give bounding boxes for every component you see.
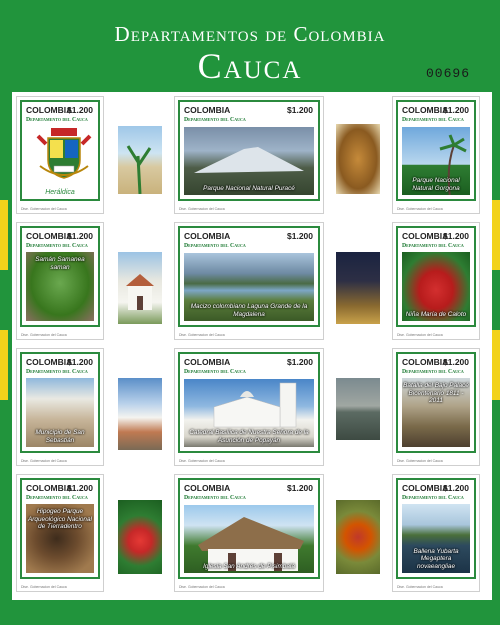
stamp-frame — [396, 226, 476, 327]
stamp-purace — [174, 96, 324, 214]
stamp-frame — [20, 352, 100, 453]
stamp-value: $1.200 — [287, 231, 313, 241]
stamp-department: Departamento del Cauca — [402, 369, 464, 375]
vignette-river-boat — [336, 378, 380, 440]
stamp-frame — [178, 478, 320, 579]
tomb-image — [26, 504, 94, 573]
stamp-imprint: Dise. Gobernacion del Cauca — [179, 333, 225, 337]
stamp-caption: Parque Nacional Natural Puracé — [203, 184, 295, 192]
stamp-imprint: Dise. Gobernacion del Cauca — [179, 459, 225, 463]
stamp-caption: Heráldica — [45, 188, 75, 196]
sheet-header — [0, 0, 500, 92]
stamp-value: $1.200 — [287, 357, 313, 367]
stamp-imprint: Dise. Gobernacion del Cauca — [21, 459, 67, 463]
sheet-title: Departamentos de Colombia — [114, 22, 386, 46]
vignette-colonial-street — [118, 378, 162, 450]
virgin-statue-image — [402, 252, 470, 321]
right-yellow-stripe-2 — [492, 330, 500, 400]
coat-of-arms-image — [26, 126, 94, 195]
stamp-department: Departamento del Cauca — [26, 369, 88, 375]
stamp-caption: Municipio de San Sebastián — [35, 429, 85, 444]
stamp-imprint: Dise. Gobernacion del Cauca — [397, 333, 443, 337]
left-yellow-stripe-2 — [0, 330, 8, 400]
stamp-frame — [396, 352, 476, 453]
stamp-caption: Samán Samanea saman — [35, 256, 85, 271]
whale-image — [402, 504, 470, 573]
stamp-caption: Macizo colombiano Laguna Grande de la Magdalena — [190, 303, 308, 318]
stamp-frame — [178, 226, 320, 327]
stamp-caption: Batalla del Bajo Palacé Bicentenario 1811 - 2011 — [403, 382, 469, 404]
saman-tree-image — [26, 252, 94, 321]
stamp-country: COLOMBIA — [402, 357, 449, 367]
stamp-caption: Niña María de Caloto — [405, 310, 467, 318]
stamp-value: $1.200 — [443, 105, 469, 115]
stamp-department: Departamento del Cauca — [26, 243, 88, 249]
stamp-country: COLOMBIA — [184, 231, 231, 241]
stamp-department: Departamento del Cauca — [184, 369, 246, 375]
stamp-imprint: Dise. Gobernacion del Cauca — [21, 333, 67, 337]
thatched-church-image — [184, 505, 314, 573]
stamp-country: COLOMBIA — [402, 483, 449, 493]
stamp-san-sebastian — [16, 348, 104, 466]
stamp-imprint: Dise. Gobernacion del Cauca — [397, 207, 443, 211]
stamp-caption: Parque Nacional Natural Gorgona — [412, 177, 460, 192]
stamp-imprint: Dise. Gobernacion del Cauca — [179, 585, 225, 589]
vignette-night-street — [336, 252, 380, 324]
stamp-department: Departamento del Cauca — [184, 117, 246, 123]
stamp-value: $1.200 — [67, 105, 93, 115]
stamp-department: Departamento del Cauca — [402, 243, 464, 249]
stamp-value: $1.200 — [443, 357, 469, 367]
stamp-value: $1.200 — [443, 483, 469, 493]
stamp-bajo-palace — [392, 348, 480, 466]
stamp-frame — [20, 478, 100, 579]
left-yellow-stripe — [0, 200, 8, 270]
stamp-imprint: Dise. Gobernacion del Cauca — [179, 207, 225, 211]
stamp-country: COLOMBIA — [184, 483, 231, 493]
stamp-country: COLOMBIA — [402, 105, 449, 115]
stamp-nina-maria — [392, 222, 480, 340]
stamp-frame — [178, 352, 320, 453]
stamp-gorgona — [392, 96, 480, 214]
lagoon-image — [184, 253, 314, 321]
sheet-bottom-margin — [0, 600, 500, 625]
stamp-country: COLOMBIA — [184, 105, 231, 115]
stamp-value: $1.200 — [443, 231, 469, 241]
stamp-country: COLOMBIA — [26, 357, 73, 367]
stamp-caption: Catedral Basílica de Nuestra Señora de la Asunción de Popayán — [189, 429, 309, 444]
stamp-country: COLOMBIA — [26, 105, 73, 115]
right-yellow-stripe — [492, 200, 500, 270]
stamp-country: COLOMBIA — [402, 231, 449, 241]
stamp-country: COLOMBIA — [26, 483, 73, 493]
cathedral-image — [184, 379, 314, 447]
stamp-imprint: Dise. Gobernacion del Cauca — [21, 207, 67, 211]
vignette-drum — [336, 124, 380, 194]
stamp-department: Departamento del Cauca — [184, 495, 246, 501]
stamp-caption-top: Hipogeo Parque Arqueológico Nacional de Tierradentro — [28, 508, 92, 530]
vignette-chapel — [118, 252, 162, 324]
stamp-catedral — [174, 348, 324, 466]
vignette-red-flower — [118, 500, 162, 574]
stamp-hipogeo — [16, 474, 104, 592]
stamp-frame — [20, 226, 100, 327]
sheet-subtitle: Cauca — [197, 46, 303, 86]
volcano-image — [184, 127, 314, 195]
stamp-caption: Ballena Yubarta Megaptera novaeangliae — [413, 547, 459, 570]
serial-number: 00696 — [425, 66, 470, 81]
stamp-country: COLOMBIA — [184, 357, 231, 367]
island-palm-image — [402, 127, 470, 195]
stamp-frame — [20, 100, 100, 201]
stamp-department: Departamento del Cauca — [184, 243, 246, 249]
stamp-caption: Iglesia San Andrés de Pisimbalá — [203, 562, 295, 570]
stamp-ballena — [392, 474, 480, 592]
stamp-frame — [178, 100, 320, 201]
vignette-fruit-market — [336, 500, 380, 574]
stamp-value: $1.200 — [67, 357, 93, 367]
stamp-department: Departamento del Cauca — [402, 495, 464, 501]
stamp-macizo — [174, 222, 324, 340]
stamp-heraldica — [16, 96, 104, 214]
stamp-country: COLOMBIA — [26, 231, 73, 241]
vignette-beach-plant — [118, 126, 162, 194]
stamp-value: $1.200 — [67, 231, 93, 241]
stamp-frame — [396, 478, 476, 579]
stamp-department: Departamento del Cauca — [402, 117, 464, 123]
stamp-imprint: Dise. Gobernacion del Cauca — [21, 585, 67, 589]
stamp-imprint: Dise. Gobernacion del Cauca — [397, 585, 443, 589]
battle-painting-image — [402, 378, 470, 447]
stamp-pisimbala — [174, 474, 324, 592]
stamp-department: Departamento del Cauca — [26, 495, 88, 501]
stamp-value: $1.200 — [287, 483, 313, 493]
stamp-department: Departamento del Cauca — [26, 117, 88, 123]
cobblestone-street-image — [26, 378, 94, 447]
stamp-imprint: Dise. Gobernacion del Cauca — [397, 459, 443, 463]
stamp-saman — [16, 222, 104, 340]
stamp-value: $1.200 — [67, 483, 93, 493]
stamp-frame — [396, 100, 476, 201]
stamp-value: $1.200 — [287, 105, 313, 115]
